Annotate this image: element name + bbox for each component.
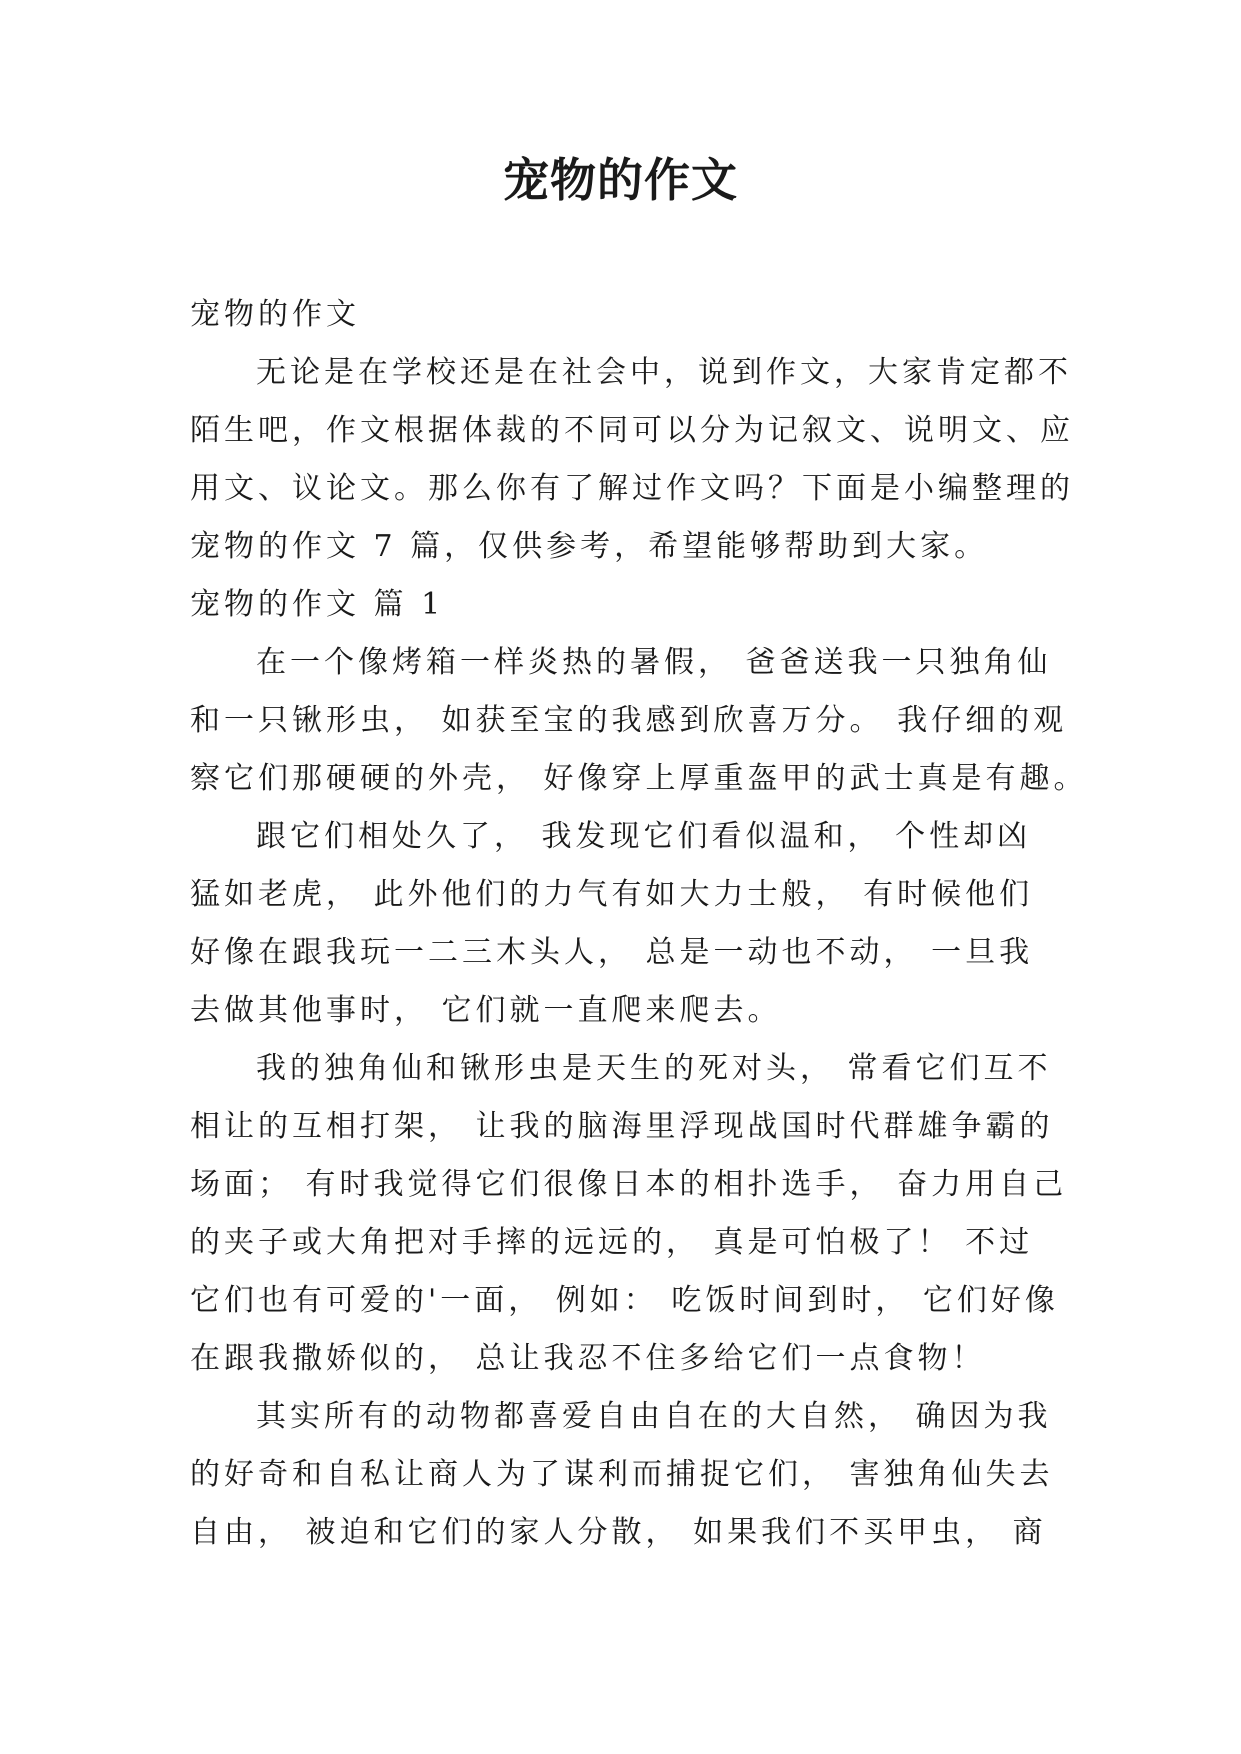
paragraph-line: 和一只锹形虫， 如获至宝的我感到欣喜万分。 我仔细的观 [190, 703, 1068, 738]
paragraph-line: 场面； 有时我觉得它们很像日本的相扑选手， 奋力用自己 [190, 1167, 1068, 1202]
paragraph-line: 在跟我撒娇似的， 总让我忍不住多给它们一点食物！ [190, 1341, 986, 1376]
paragraph-line: 宠物的作文 7 篇，仅供参考，希望能够帮助到大家。 [190, 529, 989, 564]
paragraph-line: 用文、议论文。那么你有了解过作文吗？下面是小编整理的 [190, 471, 1074, 506]
paragraph-line: 自由， 被迫和它们的家人分散， 如果我们不买甲虫， 商 [190, 1515, 1047, 1550]
paragraph-line: 其实所有的动物都喜爱自由自在的大自然， 确因为我 [256, 1399, 1052, 1434]
paragraph-line: 相让的互相打架， 让我的脑海里浮现战国时代群雄争霸的 [190, 1109, 1054, 1144]
paragraph-line: 去做其他事时， 它们就一直爬来爬去。 [190, 993, 782, 1028]
document-body [190, 286, 1088, 1562]
paragraph-line: 的好奇和自私让商人为了谋利而捕捉它们， 害独角仙失去 [190, 1457, 1054, 1492]
paragraph-line: 察它们那硬硬的外壳， 好像穿上厚重盔甲的武士真是有趣。 [190, 761, 1088, 796]
document-title: 宠物的作文 [503, 153, 738, 207]
paragraph-line: 好像在跟我玩一二三木头人， 总是一动也不动， 一旦我 [190, 935, 1034, 970]
paragraph-line: 猛如老虎， 此外他们的力气有如大力士般， 有时候他们 [190, 877, 1034, 912]
paragraph-line: 的夹子或大角把对手摔的远远的， 真是可怕极了！ 不过 [190, 1225, 1034, 1260]
paragraph-line: 它们也有可爱的'一面， 例如： 吃饭时间到时， 它们好像 [190, 1283, 1059, 1318]
section-heading: 宠物的作文 篇 1 [190, 587, 445, 622]
paragraph-line: 在一个像烤箱一样炎热的暑假， 爸爸送我一只独角仙 [256, 645, 1052, 680]
paragraph-line: 无论是在学校还是在社会中，说到作文，大家肯定都不 [256, 355, 1072, 390]
paragraph-line: 我的独角仙和锹形虫是天生的死对头， 常看它们互不 [256, 1051, 1052, 1086]
paragraph-line: 陌生吧，作文根据体裁的不同可以分为记叙文、说明文、应 [190, 413, 1074, 448]
paragraph-line: 跟它们相处久了， 我发现它们看似温和， 个性却凶 [256, 819, 1032, 854]
section-heading: 宠物的作文 [190, 297, 360, 332]
